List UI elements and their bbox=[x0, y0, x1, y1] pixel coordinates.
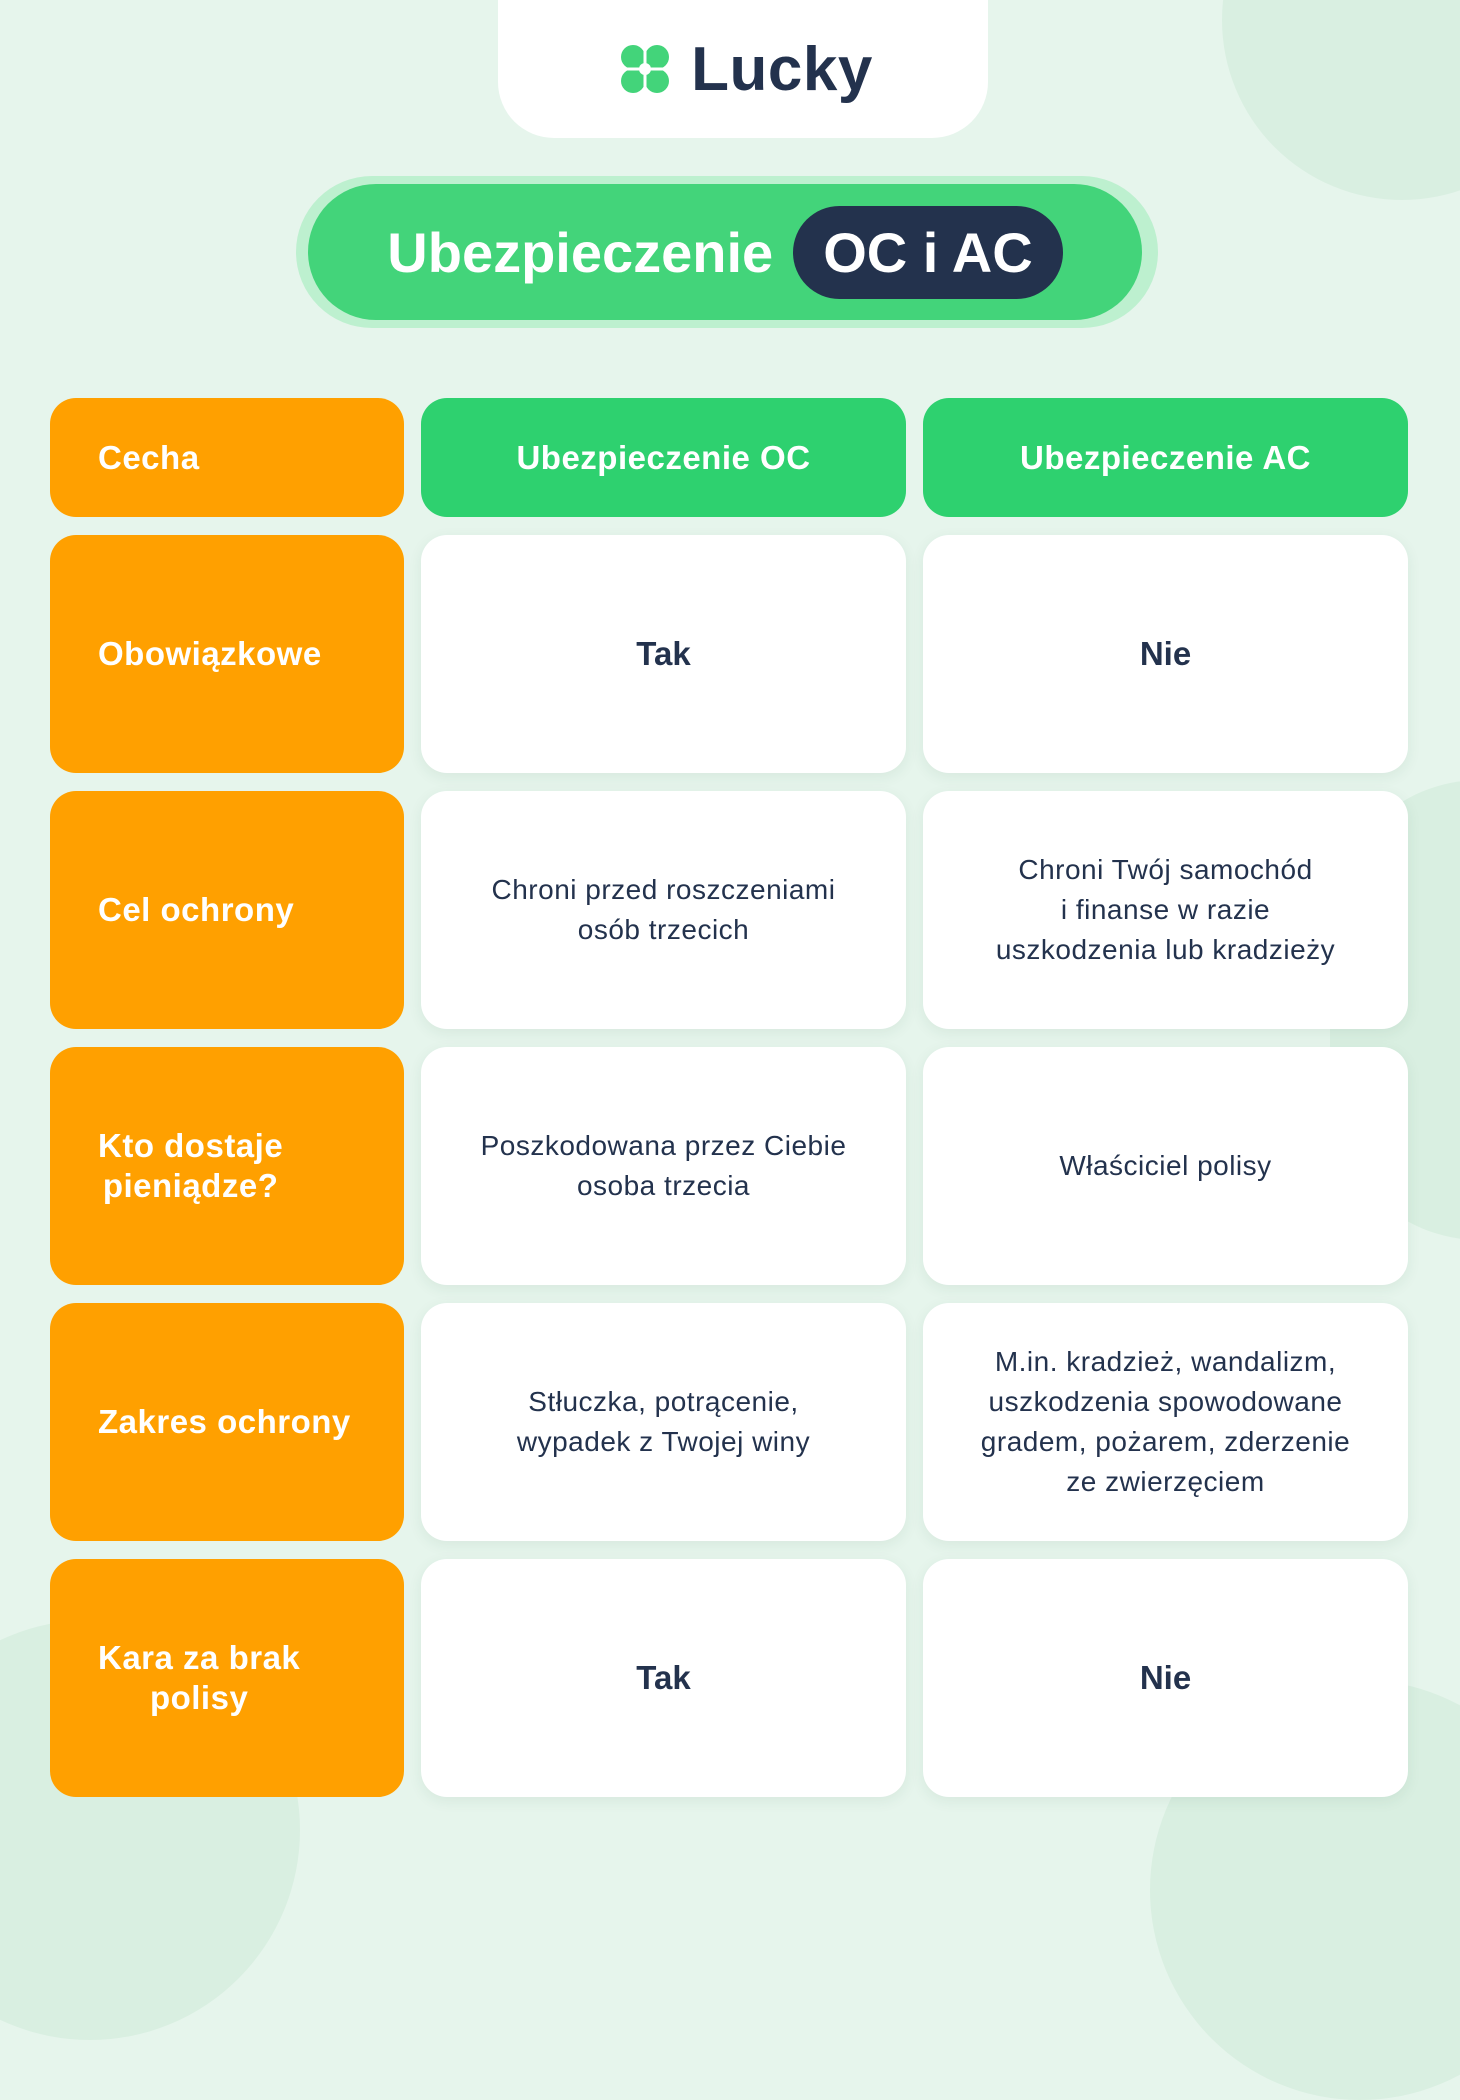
row-ac-value: M.in. kradzież, wandalizm, uszkodzenia spowodowane gradem, pożarem, zderzenie ze zwierzęciem bbox=[923, 1303, 1408, 1541]
header-oc: Ubezpieczenie OC bbox=[421, 398, 906, 517]
row-ac-value: Nie bbox=[923, 535, 1408, 773]
row-oc-value: Chroni przed roszczeniami osób trzecich bbox=[421, 791, 906, 1029]
row-oc-value: Stłuczka, potrącenie, wypadek z Twojej winy bbox=[421, 1303, 906, 1541]
row-feature-kara: Kara za brak polisy bbox=[50, 1559, 404, 1797]
clover-icon bbox=[613, 37, 677, 101]
background-circle bbox=[1222, 0, 1460, 200]
row-feature-cel-ochrony: Cel ochrony bbox=[50, 791, 404, 1029]
row-feature-zakres-ochrony: Zakres ochrony bbox=[50, 1303, 404, 1541]
row-ac-value: Właściciel polisy bbox=[923, 1047, 1408, 1285]
row-oc-value: Tak bbox=[421, 1559, 906, 1797]
row-ac-value: Chroni Twój samochód i finanse w razie uszkodzenia lub kradzieży bbox=[923, 791, 1408, 1029]
header-ac: Ubezpieczenie AC bbox=[923, 398, 1408, 517]
header-feature: Cecha bbox=[50, 398, 404, 517]
title-pill bbox=[308, 184, 1142, 320]
logo-card bbox=[498, 0, 988, 138]
page-title: Ubezpieczenie bbox=[387, 220, 774, 284]
brand-name: Lucky bbox=[691, 34, 873, 104]
row-feature-obowiazkowe: Obowiązkowe bbox=[50, 535, 404, 773]
row-feature-kto-dostaje: Kto dostaje pieniądze? bbox=[50, 1047, 404, 1285]
row-oc-value: Tak bbox=[421, 535, 906, 773]
row-oc-value: Poszkodowana przez Ciebie osoba trzecia bbox=[421, 1047, 906, 1285]
row-ac-value: Nie bbox=[923, 1559, 1408, 1797]
title-badge: OC i AC bbox=[793, 206, 1062, 299]
